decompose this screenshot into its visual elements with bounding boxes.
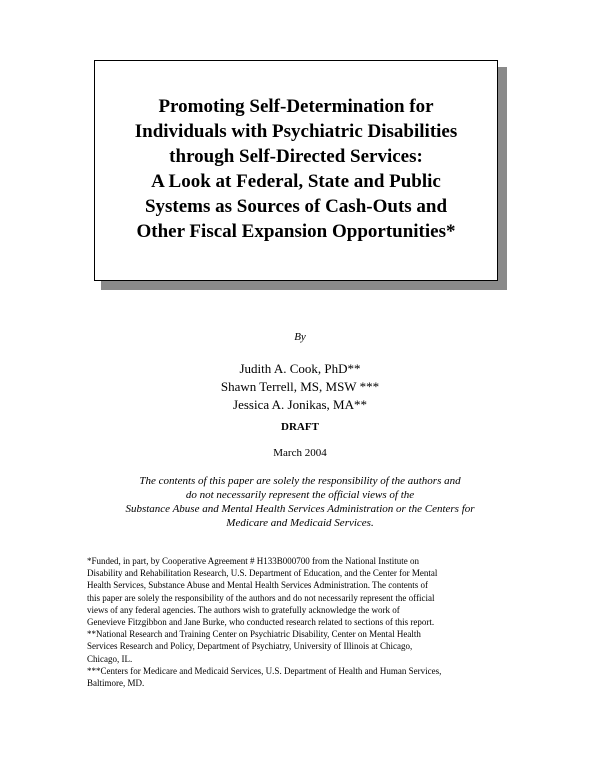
document-title: Promoting Self-Determination for Individuals with Psychiatric Disabilities through Self-Directed Services: A Look at Federal, State and Public Systems as Sources of Cash-Outs and Other Fiscal Expansion Opportunities* [134, 96, 458, 242]
title-box [94, 60, 498, 281]
footnote-funding: *Funded, in part, by Cooperative Agreement # H133B000700 from the National Institute on Disability and Rehabilitation Research, U.S. Department of Education, and the Center for Mental Health Services, Substance Abuse and Mental Health Services Administration. The contents of this paper are solely the responsibility of the authors and do not necessarily represent the official views of any federal agencies. The authors wish to gratefully acknowledge the work of Genevieve Fitzgibbon and Jane Burke, who conducted research related to sections of this report. [87, 556, 438, 628]
by-label: By [294, 331, 306, 343]
draft-label: DRAFT [281, 421, 319, 433]
disclaimer-line: The contents of this paper are solely the responsibility of the authors and [139, 475, 461, 487]
author-list [0, 360, 600, 414]
document-date: March 2004 [273, 447, 327, 459]
author-name: Judith A. Cook, PhD** [239, 361, 361, 376]
footnotes [87, 555, 517, 689]
footnote-affiliation-cms: ***Centers for Medicare and Medicaid Services, U.S. Department of Health and Human Services, Baltimore, MD. [87, 665, 442, 689]
author-name: Jessica A. Jonikas, MA** [233, 397, 367, 412]
disclaimer-line: do not necessarily represent the official views of the [185, 489, 415, 501]
footnote-affiliation-uic: **National Research and Training Center on Psychiatric Disability, Center on Mental Health Services Research and Policy, Department of Psychiatry, University of Illinois at Chicago, Chicago, IL. [87, 629, 421, 664]
disclaimer [0, 474, 600, 530]
author-name: Shawn Terrell, MS, MSW *** [220, 379, 380, 394]
disclaimer-line: Medicare and Medicaid Services. [226, 517, 374, 529]
disclaimer-line: Substance Abuse and Mental Health Services Administration or the Centers for [125, 503, 475, 515]
